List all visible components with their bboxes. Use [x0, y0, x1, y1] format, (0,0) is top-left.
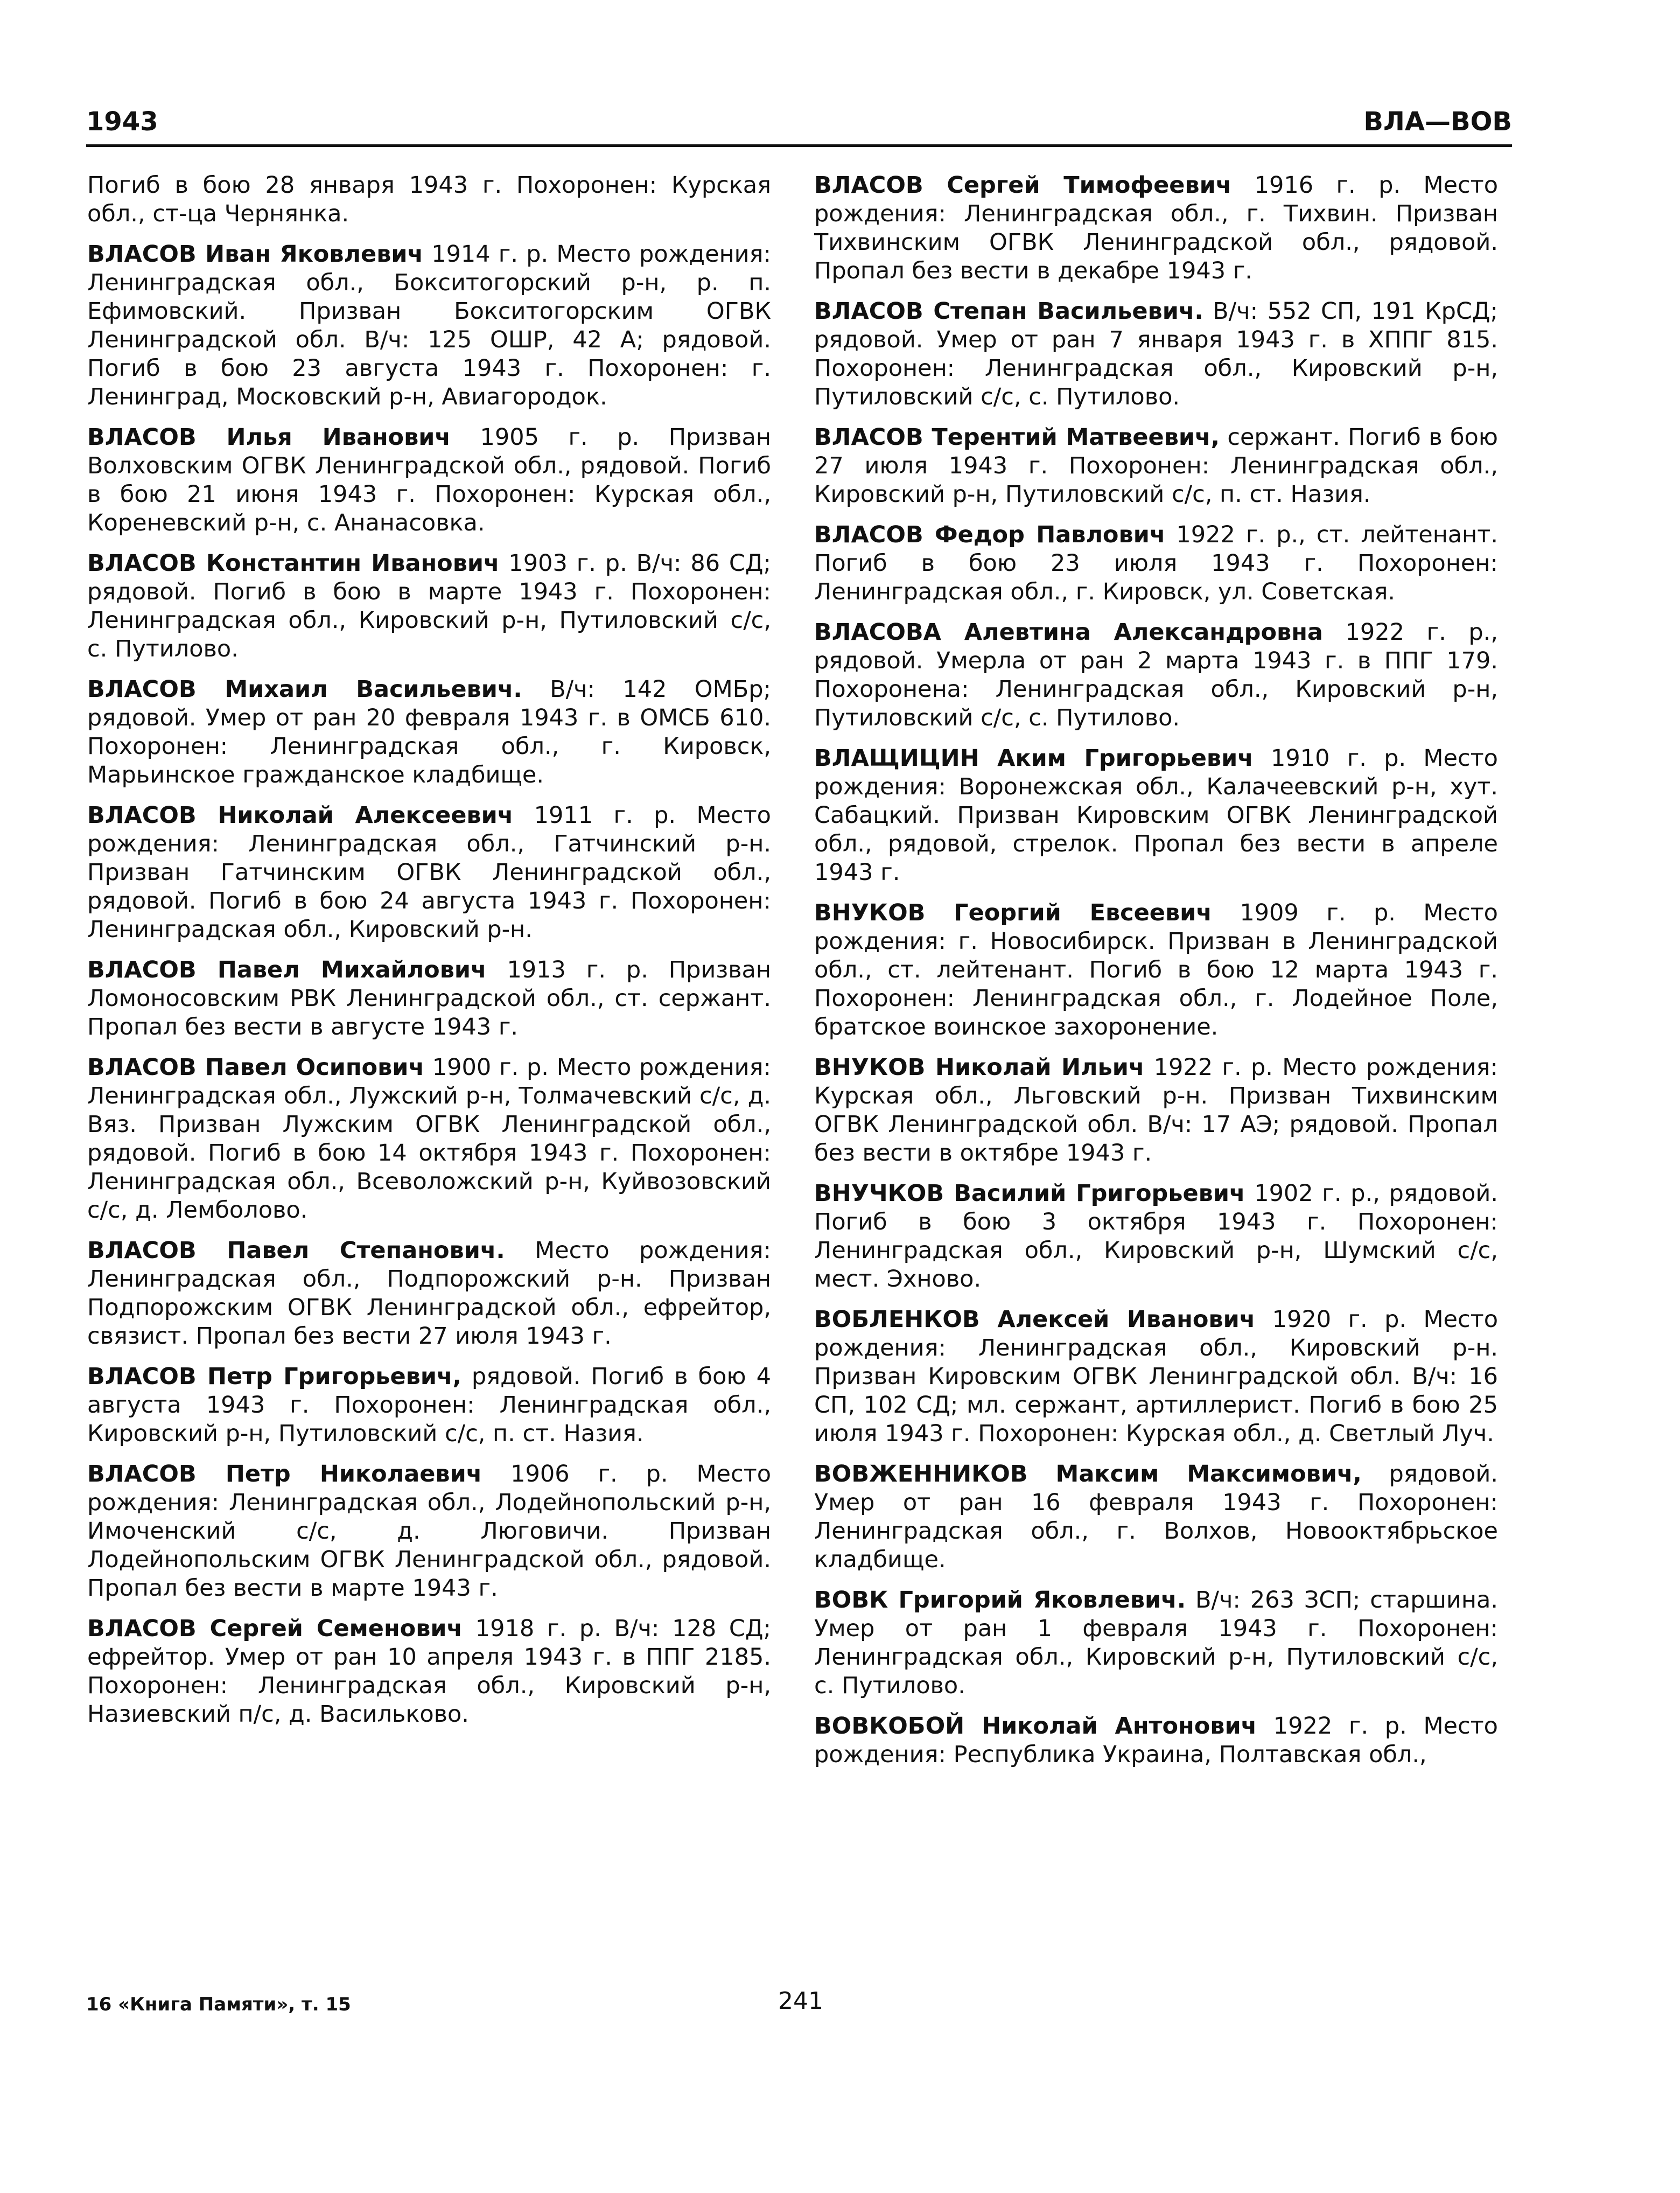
entry-text: сержант. Погиб в бою 27 июля 1943 г. Похоронен: Ленинградская обл., Кировский р-н, Путиловский с/с, п. ст. Назия.	[814, 424, 1498, 508]
memorial-entry	[814, 521, 1498, 606]
memorial-entry	[87, 240, 771, 411]
footer-signature: 16 «Книга Памяти», т. 15	[86, 1994, 351, 2015]
right-entries	[814, 171, 1498, 1769]
entry-name: ВОВКОБОЙ Николай Антонович	[814, 1713, 1257, 1740]
entry-text: 1906 г. р. Место рождения: Ленинградская обл., Лодейнопольский р-н, Имоченский с/с, д. Люговичи. Призван Лодейнопольским ОГВК Ленинградской обл., рядовой. Пропал без вести в марте 1943 г.	[87, 1461, 772, 1602]
entry-name: ВЛАСОВ Николай Алексеевич	[87, 802, 514, 829]
continuation-text: Погиб в бою 28 января 1943 г. Похоронен: Курская обл., ст-ца Чернянка.	[87, 172, 771, 227]
memorial-entry	[87, 1053, 771, 1225]
entry-name: ВЛАЩИЦИН Аким Григорьевич	[814, 745, 1254, 772]
memorial-entry	[814, 1053, 1498, 1168]
memorial-entry	[814, 171, 1498, 285]
entry-name: ВОВК Григорий Яковлевич.	[814, 1587, 1186, 1614]
right-column	[814, 171, 1498, 1781]
left-entries	[87, 240, 771, 1729]
entry-text: 1911 г. р. Место рождения: Ленинградская обл., Гатчинский р-н. Призван Гатчинским ОГВК Ленинградской обл., рядовой. Погиб в бою 24 августа 1943 г. Похоронен: Ленинградская обл., Кировский р-н.	[87, 802, 771, 943]
entry-text: 1922 г. р., рядовой. Умерла от ран 2 марта 1943 г. в ППГ 179. Похоронена: Ленинградская обл., Кировский р-н, Путиловский с/с, с. Путилово.	[814, 619, 1498, 731]
header-rule	[86, 144, 1512, 147]
entry-name: ВОБЛЕНКОВ Алексей Иванович	[814, 1306, 1256, 1333]
memorial-entry	[87, 549, 771, 664]
entry-name: ВЛАСОВ Павел Осипович	[87, 1054, 424, 1081]
entry-name: ВЛАСОВ Сергей Семенович	[87, 1615, 463, 1642]
entry-text: 1900 г. р. Место рождения: Ленинградская обл., Лужский р-н, Толмачевский с/с, д. Вяз. Призван Лужским ОГВК Ленинградской обл., рядовой. Погиб в бою 14 октября 1943 г. Похоронен: Ленинградская обл., Всеволожский р-н, Куйвозовский с/с, д. Лемболово.	[87, 1054, 771, 1224]
entry-text: В/ч: 142 ОМБр; рядовой. Умер от ран 20 февраля 1943 г. в ОМСБ 610. Похоронен: Ленинградская обл., г. Кировск, Марьинское гражданское кладбище.	[87, 676, 772, 788]
entry-name: ВЛАСОВ Федор Павлович	[814, 521, 1166, 548]
header-year: 1943	[86, 107, 158, 137]
memorial-entry	[87, 1363, 771, 1448]
entry-name: ВЛАСОВ Степан Васильевич.	[814, 298, 1203, 325]
memorial-entry	[87, 1615, 771, 1729]
memorial-entry	[87, 675, 771, 790]
entry-text: 1910 г. р. Место рождения: Воронежская обл., Калачеевский р-н, хут. Сабацкий. Призван Кировским ОГВК Ленинградской обл., рядовой, стрелок. Пропал без вести в апреле 1943 г.	[814, 745, 1498, 886]
entry-text: 1922 г. р., ст. лейтенант. Погиб в бою 23 июля 1943 г. Похоронен: Ленинградская обл., г. Кировск, ул. Советская.	[814, 521, 1498, 605]
entry-name: ВЛАСОВ Сергей Тимофеевич	[814, 172, 1232, 199]
entry-name: ВНУКОВ Николай Ильич	[814, 1054, 1145, 1081]
header-range: ВЛА—ВОВ	[1363, 107, 1512, 137]
memorial-entry	[814, 1586, 1498, 1700]
entry-text: В/ч: 552 СП, 191 КрСД; рядовой. Умер от ран 7 января 1943 г. в ХППГ 815. Похоронен: Ленинградская обл., Кировский р-н, Путиловский с/с, с. Путилово.	[814, 298, 1498, 410]
entry-text: 1905 г. р. Призван Волховским ОГВК Ленинградской обл., рядовой. Погиб в бою 21 июня 1943 г. Похоронен: Курская обл., Кореневский р-н, с. Ананасовка.	[87, 424, 772, 536]
entry-text: Место рождения: Ленинградская обл., Подпорожский р-н. Призван Подпорожским ОГВК Ленинградской обл., ефрейтор, связист. Пропал без вести 27 июля 1943 г.	[87, 1237, 771, 1350]
entry-text: 1922 г. р. Место рождения: Республика Украина, Полтавская обл.,	[814, 1713, 1498, 1768]
entry-text: 1916 г. р. Место рождения: Ленинградская обл., г. Тихвин. Призван Тихвинским ОГВК Ленинградской обл., рядовой. Пропал без вести в декабре 1943 г.	[814, 172, 1498, 284]
entry-name: ВЛАСОВ Иван Яковлевич	[87, 241, 424, 268]
entry-name: ВНУКОВ Георгий Евсеевич	[814, 899, 1212, 926]
entry-name: ВЛАСОВ Петр Николаевич	[87, 1461, 482, 1487]
memorial-entry	[814, 297, 1498, 411]
memorial-entry	[814, 1712, 1498, 1769]
entry-name: ВЛАСОВА Алевтина Александровна	[814, 619, 1323, 646]
entry-text: 1903 г. р. В/ч: 86 СД; рядовой. Погиб в бою в марте 1943 г. Похоронен: Ленинградская обл., Кировский р-н, Путиловский с/с, с. Путилово.	[87, 550, 771, 662]
memorial-entry	[87, 801, 771, 944]
memorial-entry	[87, 1460, 771, 1603]
memorial-entry	[814, 899, 1498, 1042]
memorial-entry	[814, 1460, 1498, 1574]
page-number: 241	[778, 1987, 823, 2015]
entry-name: ВЛАСОВ Михаил Васильевич.	[87, 676, 522, 703]
memorial-entry	[814, 423, 1498, 509]
entry-name: ВНУЧКОВ Василий Григорьевич	[814, 1180, 1245, 1207]
memorial-entry	[87, 956, 771, 1042]
entry-text: 1913 г. р. Призван Ломоносовским РВК Ленинградской обл., ст. сержант. Пропал без вести в августе 1943 г.	[87, 956, 772, 1040]
entry-name: ВЛАСОВ Илья Иванович	[87, 424, 451, 451]
entry-text: 1902 г. р., рядовой. Погиб в бою 3 октября 1943 г. Похоронен: Ленинградская обл., Кировский р-н, Шумский с/с, мест. Эхново.	[814, 1180, 1498, 1293]
entry-text: 1920 г. р. Место рождения: Ленинградская обл., Кировский р-н. Призван Кировским ОГВК Ленинградской обл. В/ч: 16 СП, 102 СД; мл. сержант, артиллерист. Погиб в бою 25 июля 1943 г. Похоронен: Курская обл., д. Светлый Луч.	[814, 1306, 1499, 1447]
entry-text: 1909 г. р. Место рождения: г. Новосибирск. Призван в Ленинградской обл., ст. лейтенант. Погиб в бою 12 марта 1943 г. Похоронен: Ленинградская обл., г. Лодейное Поле, братское воинское захоронение.	[814, 899, 1498, 1040]
entry-name: ВЛАСОВ Павел Степанович.	[87, 1237, 505, 1264]
entry-text: рядовой. Умер от ран 16 февраля 1943 г. Похоронен: Ленинградская обл., г. Волхов, Новооктябрьское кладбище.	[814, 1461, 1498, 1573]
entry-name: ВЛАСОВ Константин Иванович	[87, 550, 500, 577]
left-column	[87, 171, 771, 1741]
entry-text: 1918 г. р. В/ч: 128 СД; ефрейтор. Умер от ран 10 апреля 1943 г. в ППГ 2185. Похоронен: Ленинградская обл., Кировский р-н, Назиевский п/с, д. Васильково.	[87, 1615, 772, 1728]
entry-name: ВЛАСОВ Терентий Матвеевич,	[814, 424, 1220, 451]
memorial-entry	[87, 1237, 771, 1351]
entry-name: ВЛАСОВ Петр Григорьевич,	[87, 1363, 461, 1390]
memorial-entry	[814, 618, 1498, 732]
running-header	[86, 102, 1512, 141]
memorial-entry	[814, 744, 1498, 887]
entry-text: 1914 г. р. Место рождения: Ленинградская обл., Бокситогорский р-н, р. п. Ефимовский. Призван Бокситогорским ОГВК Ленинградской обл. В/ч: 125 ОШР, 42 А; рядовой. Погиб в бою 23 августа 1943 г. Похоронен: г. Ленинград, Московский р-н, Авиагородок.	[87, 241, 771, 410]
memorial-entry	[814, 1179, 1498, 1294]
memorial-entry	[87, 423, 771, 537]
memorial-entry	[814, 1305, 1498, 1448]
entry-text: рядовой. Погиб в бою 4 августа 1943 г. Похоронен: Ленинградская обл., Кировский р-н, Путиловский с/с, п. ст. Назия.	[87, 1363, 771, 1447]
entry-name: ВОВЖЕННИКОВ Максим Максимович,	[814, 1461, 1362, 1487]
entry-name: ВЛАСОВ Павел Михайлович	[87, 956, 487, 983]
entry-text: 1922 г. р. Место рождения: Курская обл., Льговский р-н. Призван Тихвинским ОГВК Ленинградской обл. В/ч: 17 АЭ; рядовой. Пропал без вести в октябре 1943 г.	[814, 1054, 1498, 1167]
entry-text: В/ч: 263 ЗСП; старшина. Умер от ран 1 февраля 1943 г. Похоронен: Ленинградская обл., Кировский р-н, Путиловский с/с, с. Путилово.	[814, 1587, 1498, 1699]
